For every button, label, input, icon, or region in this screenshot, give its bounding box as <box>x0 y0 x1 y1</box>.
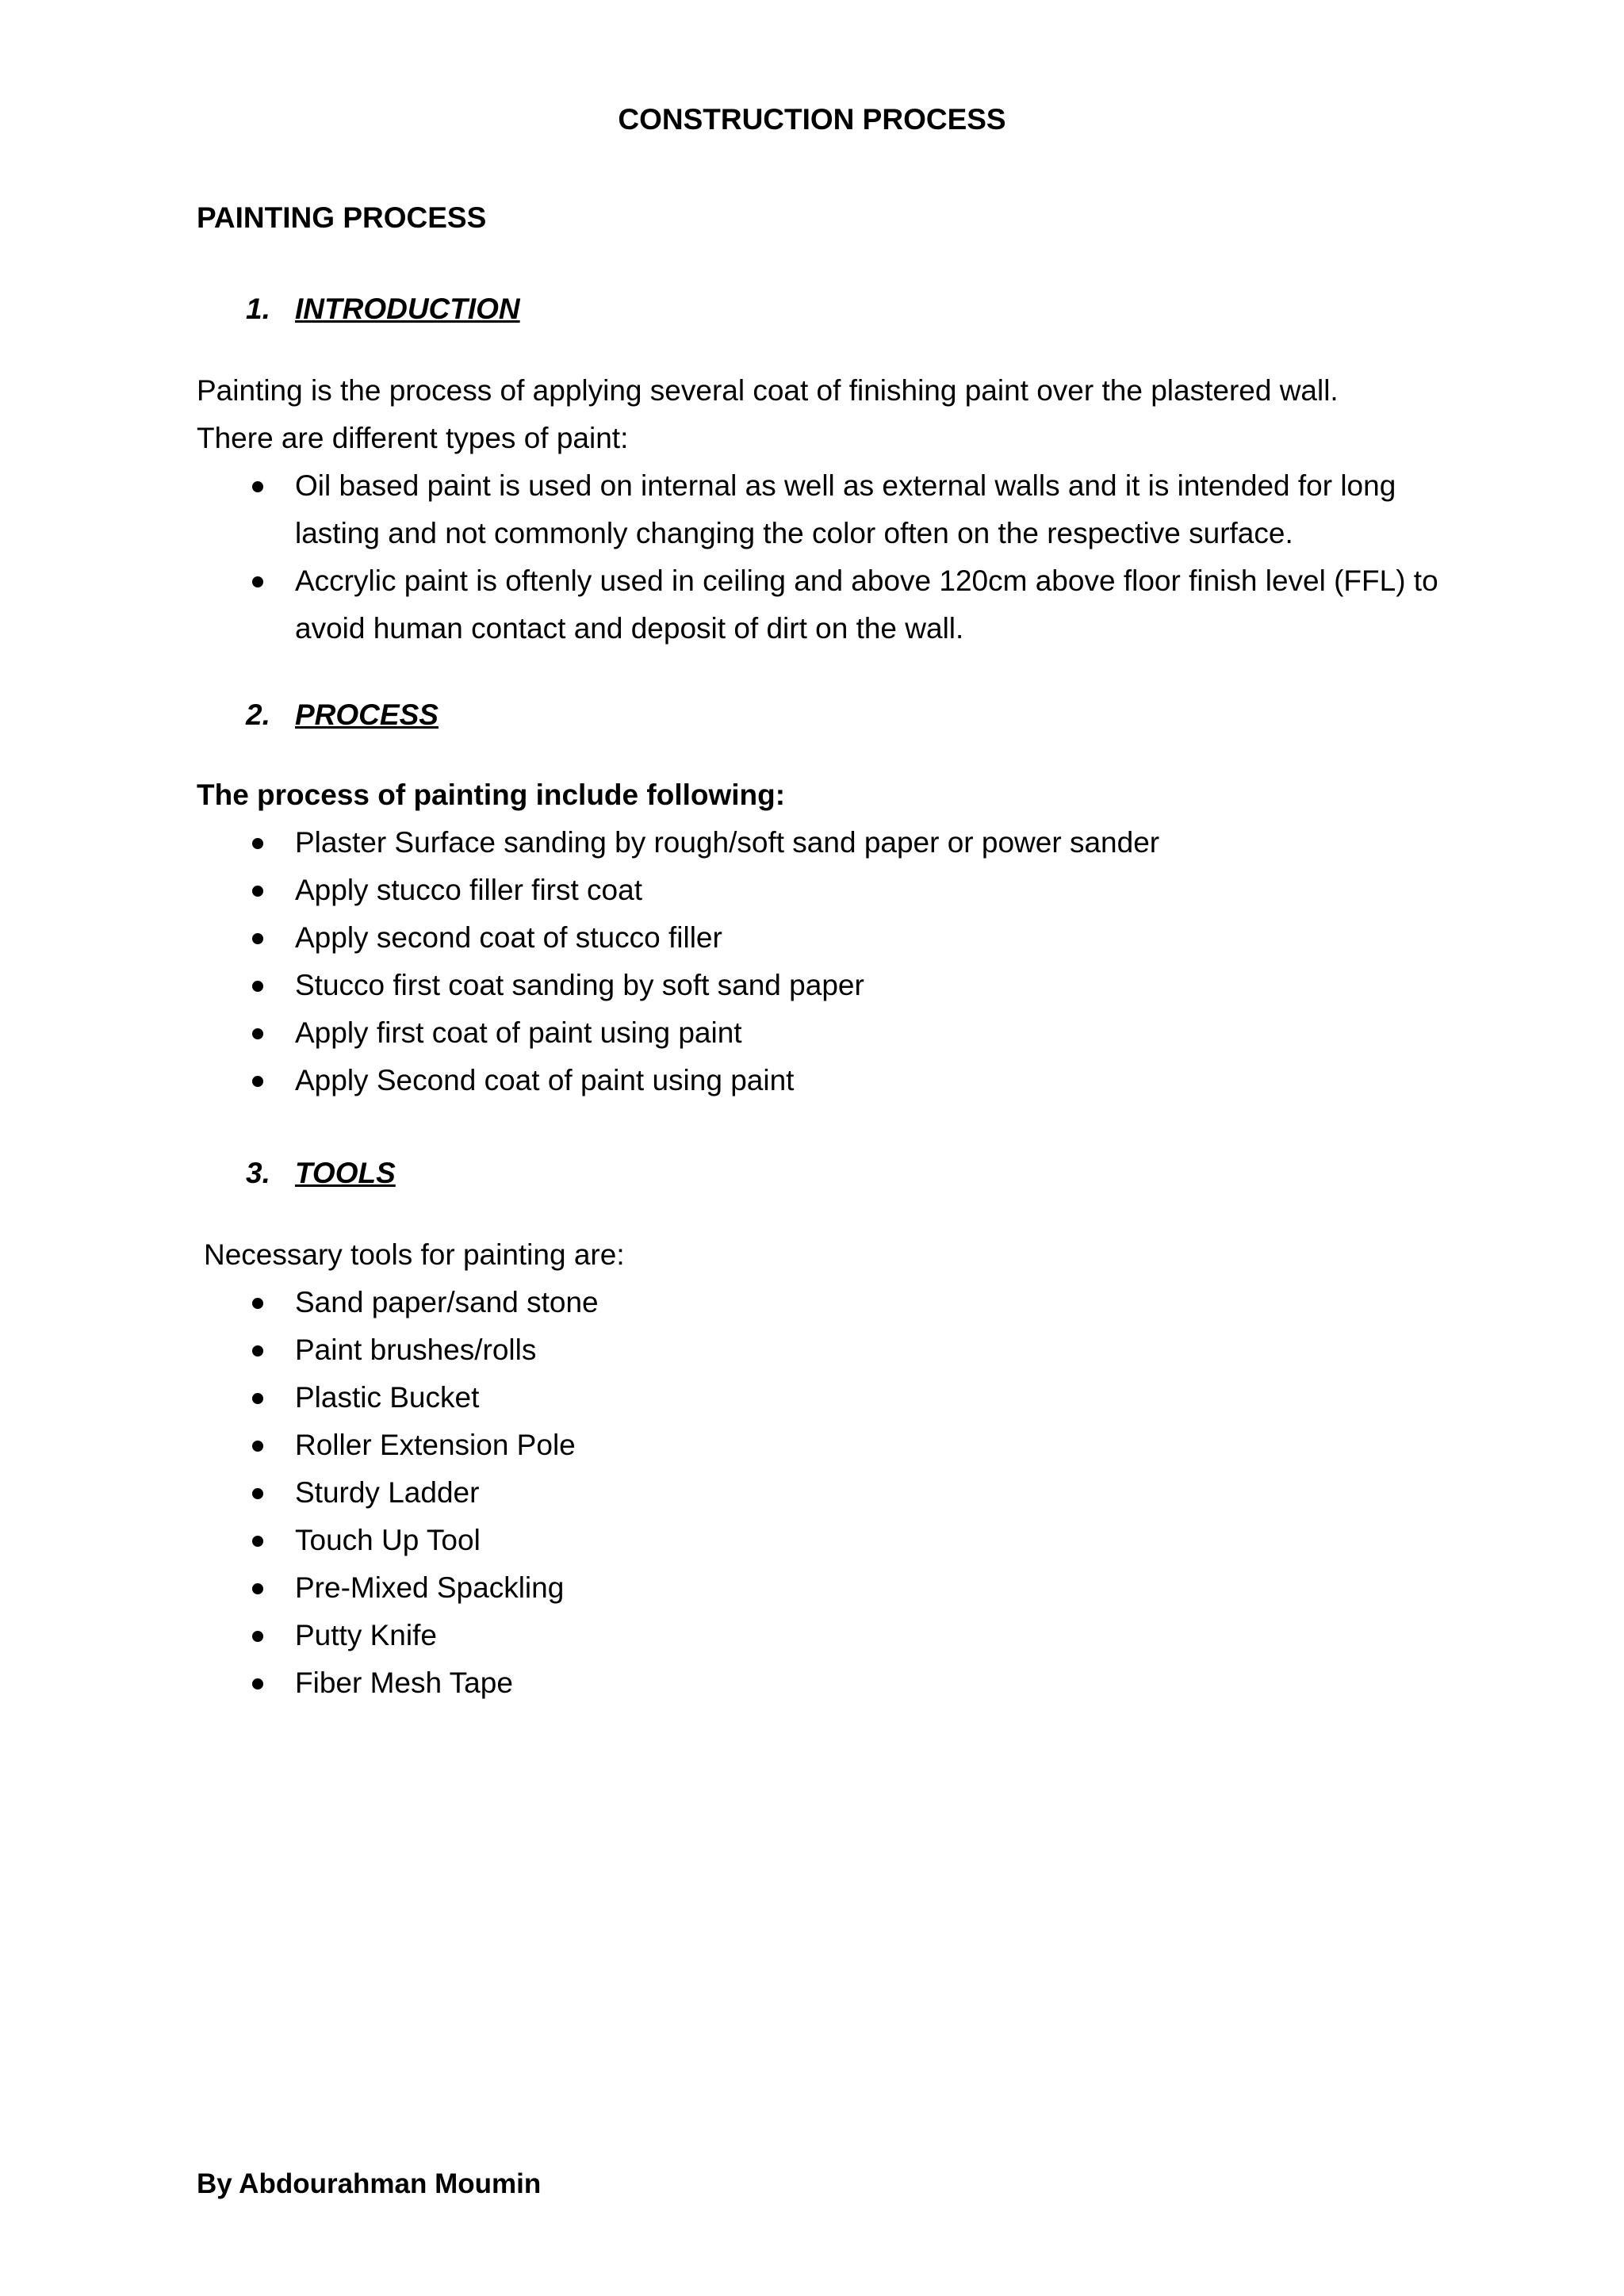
heading-number: 1. <box>246 293 270 325</box>
heading-text: TOOLS <box>295 1157 396 1189</box>
list-item-text: Pre-Mixed Spackling <box>295 1571 565 1604</box>
list-item <box>197 1279 1450 1326</box>
bullet-icon <box>252 1678 263 1689</box>
list-item-text: Sand paper/sand stone <box>295 1286 599 1318</box>
process-lead: The process of painting include following: <box>197 779 786 811</box>
bullet-icon <box>252 1393 263 1404</box>
heading-number: 2. <box>246 698 270 731</box>
bullet-icon <box>252 1441 263 1452</box>
list-item <box>197 962 1450 1009</box>
bullet-icon <box>252 886 263 897</box>
list-item <box>197 867 1450 914</box>
intro-paragraph <box>197 367 1434 462</box>
list-item <box>197 1659 1450 1707</box>
list-item-text: Touch Up Tool <box>295 1524 481 1556</box>
tools-list <box>197 1279 1450 1707</box>
list-item-text: Apply first coat of paint using paint <box>295 1016 742 1049</box>
list-item <box>197 1326 1450 1374</box>
list-item <box>197 1057 1450 1104</box>
bullet-icon <box>252 1583 263 1594</box>
list-item <box>197 1009 1450 1057</box>
heading-process <box>246 695 439 735</box>
author-footer: By Abdourahman Moumin <box>197 2168 542 2199</box>
list-item-text: Plastic Bucket <box>295 1381 480 1414</box>
list-item-text: Fiber Mesh Tape <box>295 1667 513 1699</box>
list-item-text: Putty Knife <box>295 1619 437 1651</box>
list-item-text: Sturdy Ladder <box>295 1476 480 1509</box>
list-item <box>197 1612 1450 1659</box>
bullet-icon <box>252 481 263 492</box>
bullet-icon <box>252 933 263 944</box>
list-item <box>197 914 1450 962</box>
tools-lead: Necessary tools for painting are: <box>204 1238 625 1271</box>
bullet-icon <box>252 1631 263 1642</box>
heading-introduction <box>246 289 520 329</box>
list-item-text: Roller Extension Pole <box>295 1429 576 1461</box>
list-item <box>197 1422 1450 1469</box>
section-title: PAINTING PROCESS <box>197 201 487 234</box>
list-item-text: Plaster Surface sanding by rough/soft sand paper or power sander <box>295 826 1160 859</box>
list-item <box>197 1469 1450 1517</box>
heading-tools <box>246 1154 396 1193</box>
bullet-icon <box>252 1488 263 1499</box>
list-item <box>197 557 1450 652</box>
bullet-icon <box>252 1536 263 1547</box>
intro-line-2: There are different types of paint: <box>197 422 629 454</box>
bullet-icon <box>252 1298 263 1309</box>
heading-number: 3. <box>246 1157 270 1189</box>
list-item <box>197 462 1450 557</box>
list-item-text: Stucco first coat sanding by soft sand paper <box>295 969 864 1001</box>
document-title: CONSTRUCTION PROCESS <box>618 103 1006 136</box>
paint-types-list <box>197 462 1450 652</box>
bullet-icon <box>252 576 263 587</box>
bullet-icon <box>252 838 263 849</box>
process-steps-list <box>197 819 1450 1104</box>
list-item <box>197 819 1450 867</box>
list-item-text: Apply Second coat of paint using paint <box>295 1064 795 1096</box>
bullet-icon <box>252 1076 263 1087</box>
heading-text: INTRODUCTION <box>295 293 520 325</box>
list-item-text: Paint brushes/rolls <box>295 1334 537 1366</box>
list-item <box>197 1374 1450 1422</box>
bullet-icon <box>252 1028 263 1039</box>
list-item-text: Accrylic paint is oftenly used in ceiling and above 120cm above floor finish level (FFL) to avoid human contact and deposit of dirt on the wall. <box>295 564 1438 645</box>
list-item-text: Apply second coat of stucco filler <box>295 921 722 954</box>
bullet-icon <box>252 981 263 992</box>
bullet-icon <box>252 1345 263 1357</box>
heading-text: PROCESS <box>295 698 439 731</box>
list-item-text: Oil based paint is used on internal as well as external walls and it is intended for long lasting and not commonly changing the color often on the respective surface. <box>295 469 1396 549</box>
list-item-text: Apply stucco filler first coat <box>295 874 642 906</box>
list-item <box>197 1564 1450 1612</box>
intro-line-1: Painting is the process of applying several coat of finishing paint over the plastered wall. <box>197 374 1339 407</box>
list-item <box>197 1517 1450 1564</box>
